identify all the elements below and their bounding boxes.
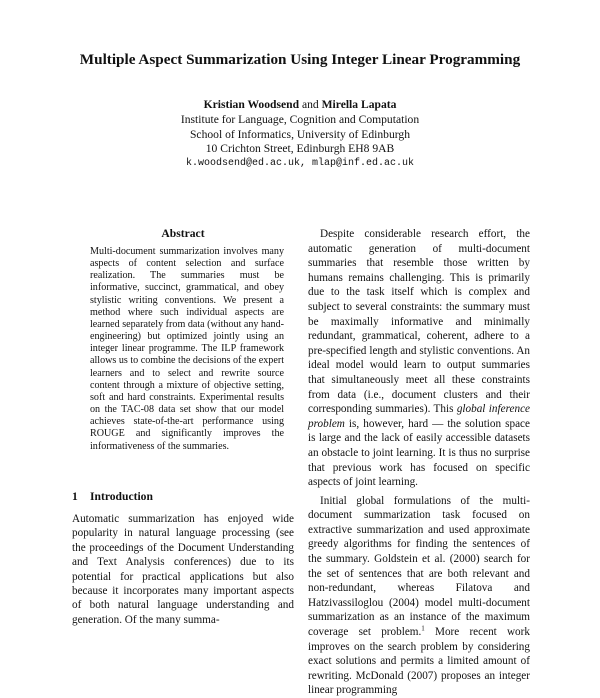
body-paragraph — [308, 494, 530, 698]
intro-paragraph: Automatic summarization has enjoyed wide popularity in natural language processing (see the proceedings of the Document Understanding and Text Analysis conferences) due to its potential for practical applications but also because it incorporates many important aspects of both natural language understanding and generation. Of the many summa- — [72, 513, 294, 626]
section-title: Introduction — [90, 490, 153, 503]
text-run: Despite considerable research effort, the automatic generation of multi-document summaries that resemble those written by humans remains challenging. This is primarily due to the task itself which is complex and subject to several constraints: the summary must be maximally informative and minimally redundant, grammatical, coherent, adhere to a pre-specified length and stylistic conventions. An ideal model would learn to output summaries that simultaneously meet all these constraints from data (i.e., document clusters and their corresponding summaries). This — [308, 228, 530, 416]
body-paragraph — [308, 227, 530, 490]
affiliation-line: School of Informatics, University of Edinburgh — [189, 127, 411, 141]
paper-title: Multiple Aspect Summarization Using Integer Linear Programming — [79, 51, 521, 68]
emphasis-text: global inference problem — [308, 403, 531, 430]
author-name: Mirella Lapata — [321, 98, 397, 111]
text-run: Initial global formulations of the multi-document summarization task focused on extractive summarization and used approximate greedy algorithms for finding the sentences of the summary. Goldstein et al. (2000) search for the set of sentences that are both relevant and non-redundant, whereas Filatova and Hatzivassiloglou (2004) model multi-document summarization as an instance of the maximum coverage set problem. — [308, 494, 530, 639]
section-heading — [72, 490, 153, 503]
text-run: is, however, hard — the solution space is large and the lack of easily accessible datasets an obstacle to joint learning. It is thus no surprise that previous work has focused on specific aspects of joint learning. — [308, 417, 530, 489]
address-line: 10 Crichton Street, Edinburgh EH8 9AB — [205, 142, 395, 156]
abstract-heading: Abstract — [161, 227, 205, 240]
intro-section — [72, 512, 294, 627]
abstract-text: Multi-document summarization involves many aspects of content selection and surface realization. The summaries must be informative, succinct, grammatical, and obey stylistic writing conventions. We present a method where such individual aspects are learned separately from data (without any hand-engineering) but optimized jointly using an integer linear programme. The ILP framework allows us to combine the decisions of the expert learners and to select and rewrite source content through a mixture of objective setting, soft and hard constraints. Experimental results on the TAC-08 data set show that our model achieves state-of-the-art performance using ROUGE and significantly improves the informativeness of the summaries. — [90, 246, 284, 452]
author-line — [0, 98, 600, 113]
right-column — [308, 227, 530, 698]
text-run: More recent work improves on the search problem by considering exact solutions and permits a limited amount of rewriting. McDonald (2007) proposes an integer linear programming — [308, 626, 530, 697]
footnote-marker: 1 — [421, 624, 425, 633]
email-line: k.woodsend@ed.ac.uk, mlap@inf.ed.ac.uk — [185, 158, 415, 170]
section-number: 1 — [72, 490, 78, 503]
author-conjunction: and — [301, 98, 319, 111]
abstract-section — [90, 246, 284, 453]
author-name: Kristian Woodsend — [203, 98, 300, 111]
affiliation-line: Institute for Language, Cognition and Computation — [180, 112, 420, 126]
author-block — [0, 98, 600, 172]
